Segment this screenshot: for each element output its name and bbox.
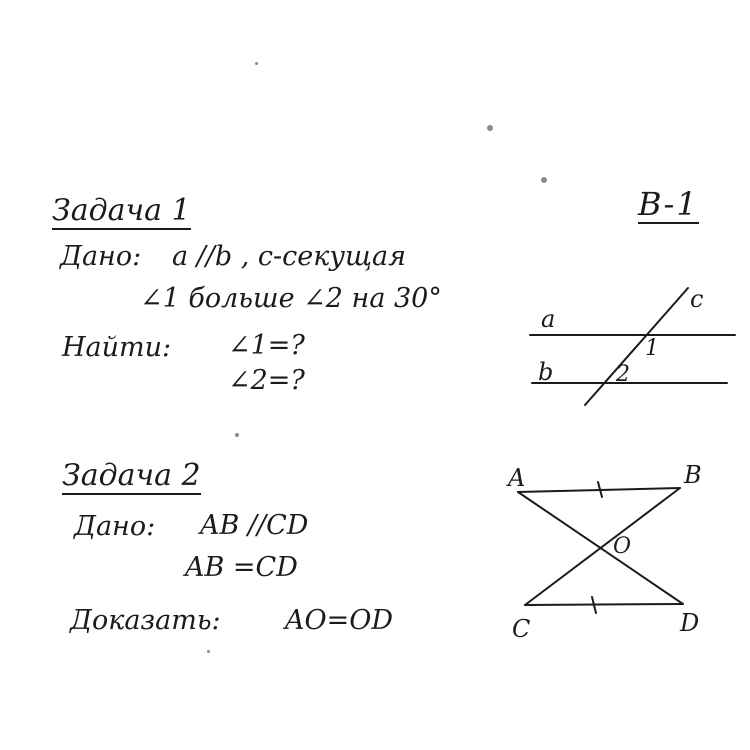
task2-prove-text: AO=OD: [285, 605, 394, 636]
task1-title: Задача 1: [52, 193, 191, 228]
segment-BC: [525, 488, 680, 605]
task2-prove-label: Доказать:: [70, 605, 221, 636]
task1-given-label: Дано:: [60, 241, 142, 272]
figure-crossed-segments: [518, 482, 683, 613]
task2-given-label: Дано:: [74, 511, 156, 542]
label-line-c: c: [690, 285, 704, 313]
task2-given-1: AB //CD: [200, 510, 309, 541]
label-line-b: b: [538, 358, 554, 386]
label-point-B: B: [684, 461, 702, 489]
label-angle-1: 1: [645, 336, 659, 361]
task2-title: Задача 2: [62, 458, 201, 493]
label-point-A: A: [508, 464, 526, 492]
segment-CD: [525, 604, 683, 605]
label-line-a: a: [541, 305, 556, 333]
task1-find-angle2: ∠2=?: [228, 365, 305, 396]
transversal-c: [585, 288, 688, 405]
label-point-D: D: [680, 609, 700, 637]
task1-given-text: a //b , c-секущая: [172, 241, 407, 272]
figure-parallel-lines: [530, 288, 735, 405]
variant-label: В-1: [638, 185, 699, 223]
label-point-C: C: [512, 615, 531, 643]
task2-given-2: AB =CD: [185, 552, 298, 583]
label-point-O: O: [613, 534, 632, 559]
task1-find-angle1: ∠1=?: [228, 330, 305, 361]
task1-condition: ∠1 больше ∠2 на 30°: [140, 283, 442, 314]
label-angle-2: 2: [616, 362, 630, 387]
task1-find-label: Найти:: [62, 332, 172, 363]
